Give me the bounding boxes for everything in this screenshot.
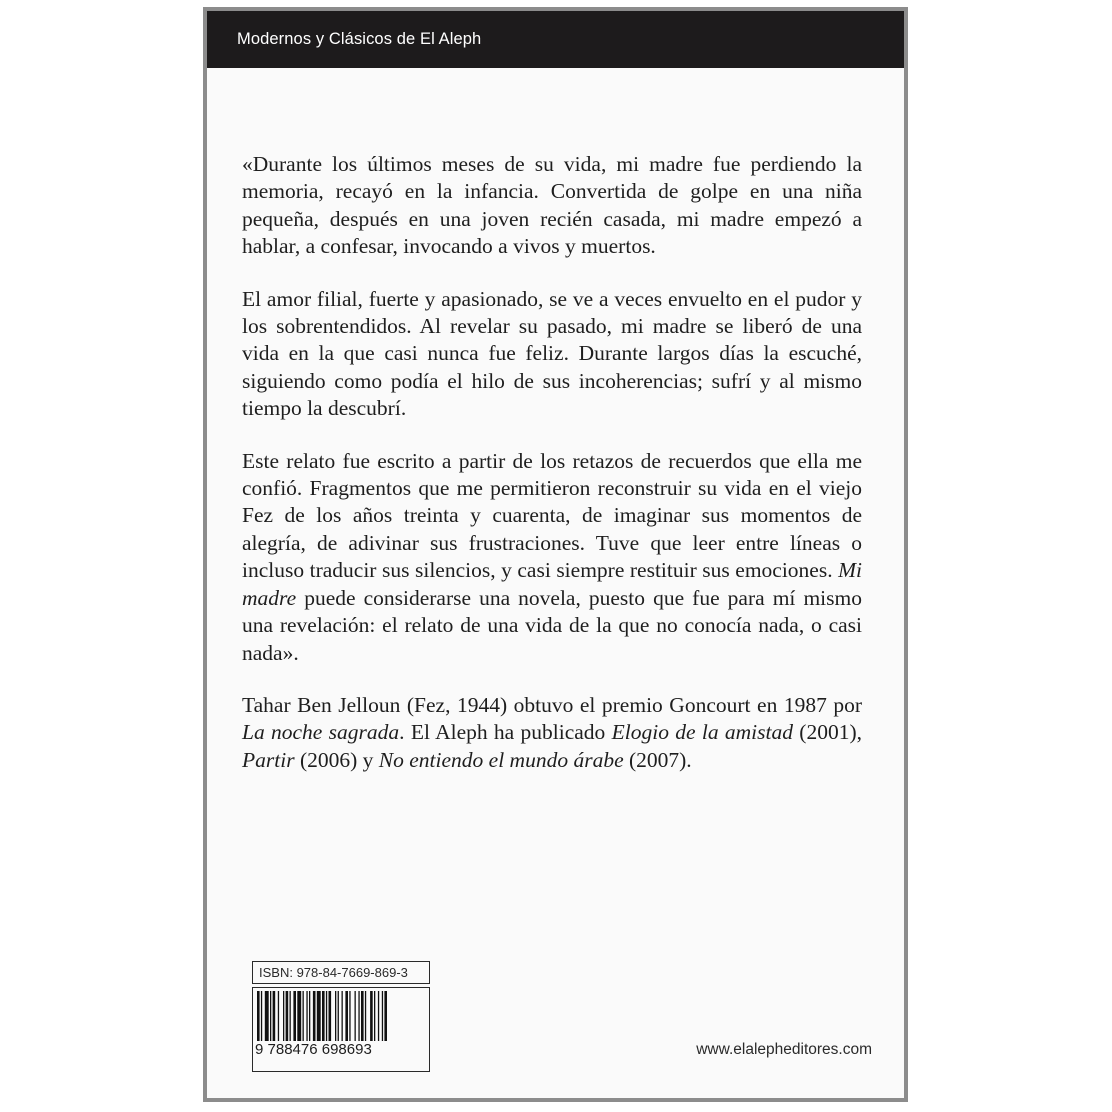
barcode-bar: [370, 991, 373, 1041]
author-bio-part-b: . El Aleph ha publicado: [399, 720, 612, 745]
barcode-bar: [322, 991, 325, 1041]
title-partir: Partir: [242, 747, 295, 772]
title-no-entiendo-el-mundo-arabe: No entiendo el mundo árabe: [378, 747, 624, 772]
book-back-cover: [203, 7, 908, 1102]
author-bio-part-a: Tahar Ben Jelloun (Fez, 1944) obtuvo el premio Goncourt en 1987 por: [242, 692, 862, 717]
blurb-paragraph-3: [242, 448, 862, 667]
barcode-bar: [374, 991, 375, 1041]
barcode-bar: [345, 991, 348, 1041]
barcode-bar: [270, 991, 271, 1041]
barcode-bar: [273, 991, 276, 1041]
isbn-label: ISBN: 978-84-7669-869-3: [252, 961, 430, 984]
barcode-bar: [382, 991, 383, 1041]
author-bio: [242, 692, 862, 774]
barcode-bar: [365, 991, 366, 1041]
barcode-digits: 9 788476 698693: [255, 1041, 372, 1058]
barcode-bar: [303, 991, 304, 1041]
barcode-bar: [290, 991, 291, 1041]
series-header-bar: [207, 11, 904, 68]
barcode-bar: [297, 991, 301, 1041]
barcode-bar: [265, 991, 269, 1041]
blurb-paragraph-3-part-b: puede considerarse una novela, puesto que fue para mí mismo una revelación: el relato de una vida de la que no conocía nada, o casi nada».: [242, 585, 862, 665]
barcode-bars: [253, 988, 429, 1071]
barcode-bar: [261, 991, 262, 1041]
blurb-paragraph-2: El amor filial, fuerte y apasionado, se ve a veces envuelto en el pudor y los sobrentendidos. Al revelar su pasado, mi madre se liberó de una vida en la que casi nunca fue feliz. Durante largos días la escuché, siguiendo como podía el hilo de sus incoherencias; sufrí y al mismo tiempo la descubrí.: [242, 286, 862, 421]
title-elogio-de-la-amistad: Elogio de la amistad: [611, 720, 793, 745]
barcode-bar: [329, 991, 332, 1041]
barcode-bar: [355, 991, 356, 1041]
barcode-bar: [278, 991, 279, 1041]
barcode-bar: [286, 991, 289, 1041]
barcode-bar: [306, 991, 307, 1041]
barcode-bar: [384, 991, 387, 1041]
barcode-bar: [358, 991, 359, 1041]
author-bio-part-e: (2007).: [623, 747, 692, 772]
book-title-mi-madre: Mi madre: [242, 558, 862, 610]
barcode-bar: [338, 991, 339, 1041]
barcode-bar: [317, 991, 321, 1041]
barcode-bar: [326, 991, 327, 1041]
barcode-bar: [313, 991, 316, 1041]
barcode-bar: [342, 991, 343, 1041]
blurb-paragraph-1: «Durante los últimos meses de su vida, mi madre fue perdiendo la memoria, recayó en la infancia. Convertida de golpe en una niña pequeña, después en una joven recién casada, mi madre empezó a hablar, a confesar, invocando a vivos y muertos.: [242, 152, 862, 259]
barcode-bar: [378, 991, 379, 1041]
barcode-bar: [293, 991, 296, 1041]
barcode-bar: [361, 991, 364, 1041]
barcode-bar: [309, 991, 310, 1041]
title-la-noche-sagrada: La noche sagrada: [242, 720, 400, 745]
blurb-paragraph-3-part-a: Este relato fue escrito a partir de los retazos de recuerdos que ella me confió. Fragmentos que me permitieron reconstruir su vida en el viejo Fez de los años treinta y cuarenta, de imaginar sus momentos de alegría, de adivinar sus frustraciones. Tuve que leer entre líneas o incluso traducir sus silencios, y casi siempre restituir sus emociones.: [242, 448, 862, 583]
barcode-bar: [349, 991, 350, 1041]
author-bio-part-c: (2001),: [793, 720, 863, 745]
barcode-bar: [283, 991, 284, 1041]
barcode-bar: [257, 991, 260, 1041]
publisher-website: www.elalepheditores.com: [696, 1041, 872, 1058]
barcode-bar: [335, 991, 336, 1041]
barcode: [252, 987, 430, 1072]
author-bio-part-d: (2006) y: [294, 747, 379, 772]
blurb-text: [242, 151, 862, 799]
series-title: Modernos y Clásicos de El Aleph: [237, 30, 482, 48]
